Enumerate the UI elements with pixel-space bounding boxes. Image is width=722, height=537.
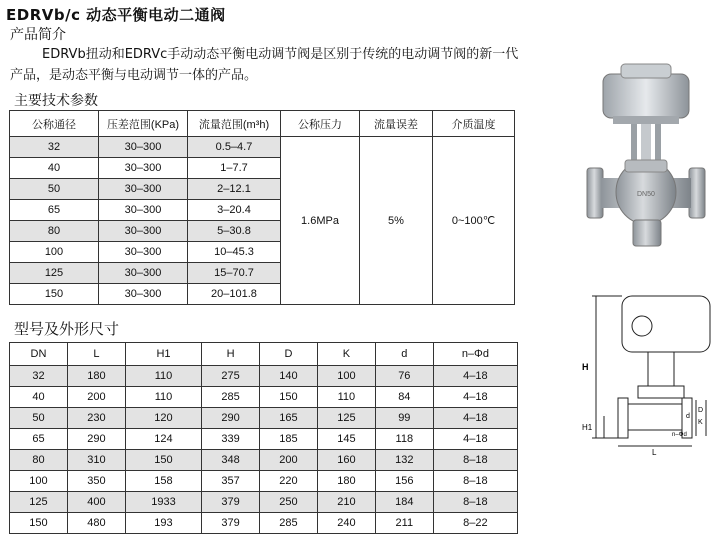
table-cell: 110 [317,387,375,408]
dims-table [9,342,518,534]
dims-header: D [260,343,318,366]
table-cell: 124 [125,429,201,450]
dims-header: K [317,343,375,366]
table-cell: 400 [67,492,125,513]
label-l: L [652,448,657,457]
table-cell: 210 [317,492,375,513]
table-cell: 30–300 [99,263,188,284]
specs-header: 压差范围(KPa) [99,111,188,137]
table-cell: 285 [202,387,260,408]
table-cell: 145 [317,429,375,450]
table-cell: 50 [10,408,68,429]
table-cell: 50 [10,179,99,200]
table-cell: 156 [375,471,433,492]
dims-header: n–Φd [433,343,517,366]
table-row [10,387,518,408]
table-cell: 200 [67,387,125,408]
table-cell: 125 [10,263,99,284]
table-cell: 211 [375,513,433,534]
table-cell: 84 [375,387,433,408]
dims-header: H [202,343,260,366]
table-cell: 220 [260,471,318,492]
table-cell: 32 [10,366,68,387]
table-cell: 30–300 [99,284,188,305]
table-row [10,471,518,492]
specs-header: 公称通径 [10,111,99,137]
table-cell: 125 [10,492,68,513]
pressure-cell: 1.6MPa [281,137,360,305]
table-cell: 2–12.1 [188,179,281,200]
table-cell: 5–30.8 [188,221,281,242]
table-cell: 40 [10,158,99,179]
dims-header: H1 [125,343,201,366]
table-cell: 65 [10,429,68,450]
table-cell: 290 [67,429,125,450]
table-row [10,429,518,450]
specs-header: 介质温度 [433,111,515,137]
label-d-lower: d [686,413,690,420]
table-cell: 80 [10,221,99,242]
table-cell: 100 [10,242,99,263]
label-h1: H1 [582,423,593,432]
dims-header: DN [10,343,68,366]
table-cell: 165 [260,408,318,429]
table-cell: 110 [125,387,201,408]
table-cell: 285 [260,513,318,534]
table-row [10,450,518,471]
table-cell: 4–18 [433,387,517,408]
table-cell: 99 [375,408,433,429]
table-cell: 100 [10,471,68,492]
label-n-phi-d: n–Φd [672,432,687,438]
temp-cell: 0~100℃ [433,137,515,305]
specs-header: 流量范围(m³h) [188,111,281,137]
table-cell: 180 [317,471,375,492]
dims-header-row [10,343,518,366]
table-cell: 180 [67,366,125,387]
table-row [10,408,518,429]
label-d-upper: D [698,407,704,414]
specs-table [9,110,515,305]
label-k: K [698,419,703,426]
table-cell: 100 [317,366,375,387]
drawing-outline [592,296,710,446]
table-cell: 184 [375,492,433,513]
table-cell: 140 [260,366,318,387]
table-cell: 193 [125,513,201,534]
table-cell: 118 [375,429,433,450]
table-cell: 15–70.7 [188,263,281,284]
table-cell: 8–18 [433,471,517,492]
label-h: H [582,362,589,372]
table-cell: 30–300 [99,221,188,242]
dimension-drawing [578,288,718,458]
table-cell: 110 [125,366,201,387]
table-cell: 125 [317,408,375,429]
table-cell: 480 [67,513,125,534]
valve-body-shape [587,160,705,246]
actuator-shape [603,64,689,124]
table-cell: 4–18 [433,366,517,387]
table-cell: 40 [10,387,68,408]
dims-header: L [67,343,125,366]
table-cell: 379 [202,492,260,513]
specs-header: 公称压力 [281,111,360,137]
table-cell: 30–300 [99,179,188,200]
specs-header-row [10,111,515,137]
table-cell: 3–20.4 [188,200,281,221]
table-cell: 8–18 [433,450,517,471]
table-cell: 4–18 [433,408,517,429]
table-cell: 150 [10,284,99,305]
table-cell: 10–45.3 [188,242,281,263]
table-cell: 310 [67,450,125,471]
table-cell: 160 [317,450,375,471]
table-cell: 4–18 [433,429,517,450]
table-cell: 185 [260,429,318,450]
dims-header: d [375,343,433,366]
intro-heading: 产品简介 [10,27,66,43]
table-cell: 200 [260,450,318,471]
table-cell: 275 [202,366,260,387]
table-cell: 150 [260,387,318,408]
dims-heading: 型号及外形尺寸 [14,320,120,338]
table-cell: 132 [375,450,433,471]
table-row [10,492,518,513]
table-cell: 357 [202,471,260,492]
table-cell: 30–300 [99,137,188,158]
table-cell: 120 [125,408,201,429]
table-cell: 158 [125,471,201,492]
table-row [10,137,515,158]
table-cell: 30–300 [99,242,188,263]
error-cell: 5% [360,137,433,305]
intro-text: EDRVb扭动和EDRVc手动动态平衡电动调节阀是区别于传统的电动调节阀的新一代产品，是动态平衡与电动调节一体的产品。 [10,47,519,83]
table-cell: 76 [375,366,433,387]
table-cell: 8–22 [433,513,517,534]
table-cell: 32 [10,137,99,158]
table-cell: 150 [10,513,68,534]
table-cell: 290 [202,408,260,429]
table-cell: 348 [202,450,260,471]
table-cell: 20–101.8 [188,284,281,305]
page-title: EDRVb/c 动态平衡电动二通阀 [6,6,226,24]
specs-heading: 主要技术参数 [14,93,98,109]
table-cell: 80 [10,450,68,471]
table-cell: 230 [67,408,125,429]
table-cell: 30–300 [99,200,188,221]
table-cell: 1–7.7 [188,158,281,179]
valve-photo [583,60,713,255]
table-cell: 0.5–4.7 [188,137,281,158]
table-row [10,513,518,534]
table-cell: 350 [67,471,125,492]
body-mark-text: DN50 [637,191,655,198]
table-cell: 1933 [125,492,201,513]
yoke-shape [631,124,661,162]
table-cell: 8–18 [433,492,517,513]
table-cell: 65 [10,200,99,221]
table-cell: 240 [317,513,375,534]
table-cell: 150 [125,450,201,471]
table-cell: 339 [202,429,260,450]
table-row [10,366,518,387]
specs-header: 流量误差 [360,111,433,137]
table-cell: 250 [260,492,318,513]
table-cell: 30–300 [99,158,188,179]
table-cell: 379 [202,513,260,534]
